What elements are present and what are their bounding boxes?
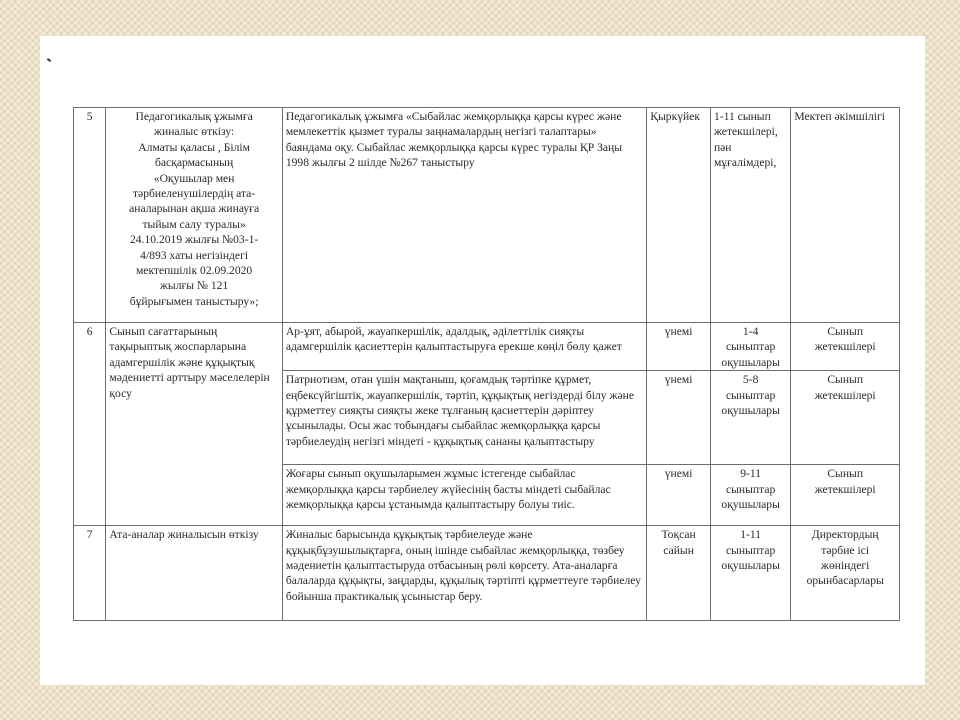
responsible-cell: Сынып жетекшілері	[791, 371, 900, 465]
responsible-cell: Сынып жетекшілері	[791, 323, 900, 371]
content-cell: Жиналыс барысында құқықтық тәрбиелеуде және құқықбұзушылықтарға, оның ішінде сыбайлас жемқорлыққа, төзбеу мәдениетін қалыптастыруда отбасының рөлі көрсету. Ата-аналарға балаларда құқықты, заңдарды, құқылық тәртіпті құрметтеуге тәрбиелеу бойынша практикалық ұсыныстар беру.	[282, 526, 646, 621]
event-cell: Ата-аналар жиналысын өткізу	[106, 526, 282, 621]
time-cell: Тоқсан сайын	[647, 526, 711, 621]
participants-cell: 1-11 сыныптар оқушылары	[710, 526, 790, 621]
content-cell: Педагогикалық ұжымға «Сыбайлас жемқорлыққа қарсы күрес және мемлекеттік қызмет туралы заңнамалардың негізгі талаптары» баяндама оқу. Сыбайлас жемқорлыққа қарсы күрес туралы ҚР Заңы 1998 жылғы 2 шілде №267 таныстыру	[282, 108, 646, 323]
responsible-cell: Мектеп әкімшілігі	[791, 108, 900, 323]
event-cell: Сынып сағаттарының тақырыптық жоспарларына адамгершілік және құқықтық мәдениетті арттыру мәселелерін қосу	[106, 323, 282, 526]
responsible-cell: Директордың тәрбие ісі жөніндегі орынбасарлары	[791, 526, 900, 621]
participants-cell: 1-11 сынып жетекшілері, пән мұғалімдері,	[710, 108, 790, 323]
responsible-cell: Сынып жетекшілері	[791, 465, 900, 526]
time-cell: Қыркүйек	[647, 108, 711, 323]
time-cell: үнемі	[647, 465, 711, 526]
time-cell: үнемі	[647, 371, 711, 465]
time-cell: үнемі	[647, 323, 711, 371]
content-cell: Жоғары сынып оқушыларымен жұмыс істегенде сыбайлас жемқорлыққа қарсы тәрбиелеу жүйесінің басты міндеті сыбайлас жемқорлыққа қарсы ұстанымда қалыптастыру болуы тиіс.	[282, 465, 646, 526]
table-row	[74, 108, 900, 323]
plan-table	[73, 107, 900, 621]
participants-cell: 9-11 сыныптар оқушылары	[710, 465, 790, 526]
participants-cell: 5-8 сыныптар оқушылары	[710, 371, 790, 465]
table-row	[74, 323, 900, 371]
row-number: 7	[74, 526, 106, 621]
content-cell: Патриотизм, отан үшін мақтаныш, қоғамдық тәртіпке құрмет, еңбексүйгіштік, жауапкершілік, тәртіп, құқықтық негіздерді білу және құрметтеу сияқты сияқты жеке тұлғаның қасиеттерін дәріптеу ұсынылады. Осы жас тобындағы сыбайлас жемқорлыққа қарсы тәрбиелеудің негізгі міндеті - құқықтық сананы қалыптастыру	[282, 371, 646, 465]
table-row	[74, 526, 900, 621]
event-cell: Педагогикалық ұжымға жиналыс өткізу: Алматы қаласы , Білім басқармасының «Оқушылар мен тәрбиеленушілердің ата- аналарынан ақша жинауға тыйым салу туралы» 24.10.2019 жылғы №03-1- 4/893 хаты негізіндегі мектепшілік 02.09.2020 жылғы № 121 бұйрығымен таныстыру»;	[106, 108, 282, 323]
row-number: 6	[74, 323, 106, 526]
content-cell: Ар-ұят, абырой, жауапкершілік, адалдық, әділеттілік сияқты адамгершілік қасиеттерін қалыптастыруға ерекше көңіл бөлу қажет	[282, 323, 646, 371]
row-number: 5	[74, 108, 106, 323]
participants-cell: 1-4 сыныптар оқушылары	[710, 323, 790, 371]
